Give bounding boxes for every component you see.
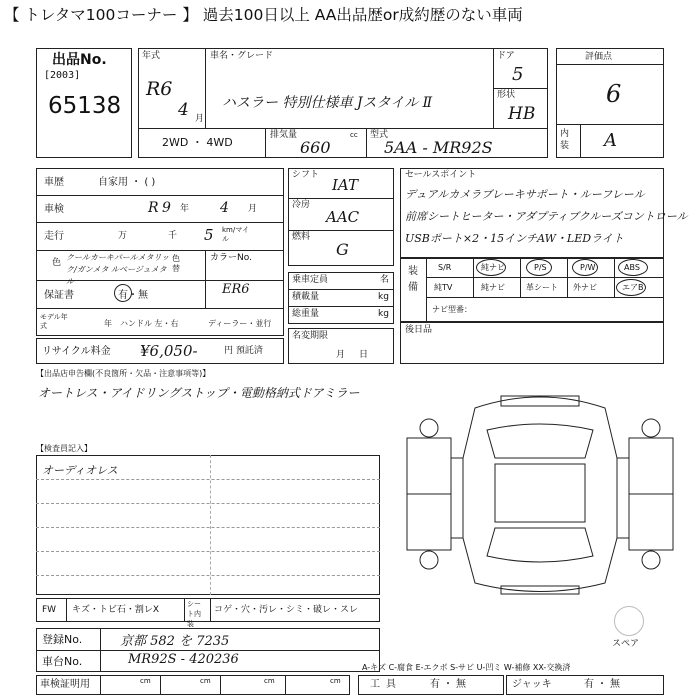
mileage-unit: km/マイル: [222, 226, 250, 243]
model-year-value: R6: [146, 78, 173, 100]
interior-label: 内装: [560, 129, 570, 151]
color-code-label: カラーNo.: [210, 253, 252, 263]
fuel-value: G: [336, 240, 349, 259]
diagram-wheel-rl: [420, 551, 438, 569]
navi-model-label: ナビ型番：: [432, 305, 472, 314]
diagram-wheel-fr: [642, 419, 660, 437]
equip-pw: P/W: [580, 263, 596, 272]
diagram-rear-window: [487, 528, 593, 562]
color-code-value: ER6: [222, 282, 250, 297]
inspection-year: 9: [162, 200, 171, 216]
lot-year-tag: [2003]: [44, 70, 81, 81]
recycle-unit: 円 預託済: [224, 346, 263, 356]
lot-number: 65138: [48, 93, 122, 119]
interior-value: A: [604, 130, 617, 151]
fw-label: FW: [42, 605, 57, 615]
load-label: 積載量: [292, 292, 320, 302]
diagram-wheel-fl: [420, 419, 438, 437]
equip-nav-circle: [476, 259, 506, 276]
evaluation-score: 6: [606, 80, 622, 108]
displacement-label: 排気量: [270, 130, 298, 140]
equip-airbag: エアB: [622, 283, 644, 292]
equip-sr: S/R: [438, 263, 452, 272]
capacity-unit: 名: [380, 275, 390, 285]
model-year-month: 4: [178, 100, 189, 120]
equip-ps: P/S: [534, 263, 547, 272]
shift-label: シフト: [292, 170, 320, 180]
equip-abs: ABS: [624, 263, 640, 272]
shape-label: 形状: [497, 90, 516, 100]
model-code-value: 5AA - MR92S: [384, 138, 493, 157]
tools-label: 工具: [370, 679, 402, 690]
car-name-value: ハスラー 特別仕様車 Jスタイル Ⅱ: [222, 95, 433, 111]
equip-airbag-circle: [616, 279, 646, 296]
chassis-label: 車台No.: [42, 655, 83, 668]
mileage-sen: 千: [168, 231, 178, 241]
cm-4: cm: [330, 677, 341, 685]
cm-2: cm: [200, 677, 211, 685]
doors-value: 5: [512, 64, 524, 85]
spare-tire-circle: [614, 606, 644, 636]
inspection-month: 4: [220, 200, 229, 216]
registration-value: 京都 582 を 7235: [120, 634, 230, 649]
inspection-era: R: [148, 200, 159, 216]
equip-pw-circle: [572, 259, 598, 276]
cm-1: cm: [140, 677, 151, 685]
chassis-value: MR92S - 420236: [128, 652, 239, 667]
seat-label: シート内装: [187, 600, 201, 628]
model-row-handle: ハンドル 左・右: [120, 319, 179, 328]
inspection-label: 車検: [44, 204, 64, 215]
color-value: クールカーキパールメタリック/ガンメタ ルベージュメタル: [66, 253, 170, 286]
equipment-label: 装備: [408, 266, 418, 293]
load-unit: kg: [378, 292, 389, 302]
color-label: 色: [52, 258, 62, 268]
vehicle-cert-label: 車検証明用: [40, 679, 90, 690]
warranty-circle: [114, 284, 132, 302]
name-change-label: 名変期限: [292, 331, 329, 341]
displacement-value: 660: [300, 138, 331, 157]
equip-ps-circle: [526, 259, 552, 276]
post-delivery-label: 後日品: [405, 325, 433, 335]
spare-label: スペア: [612, 639, 640, 649]
jack-value: 有・無: [584, 679, 623, 690]
inspection-month-unit: 月: [248, 204, 258, 214]
cm-3: cm: [264, 677, 275, 685]
drive-text: 2WD ・ 4WD: [162, 136, 233, 149]
lot-label: 出品No.: [52, 52, 107, 68]
recycle-value: ¥6,050-: [140, 342, 198, 360]
equip-abs-circle: [618, 259, 648, 276]
inspection-year-unit: 年: [180, 204, 190, 214]
equip-tv: 純TV: [434, 283, 453, 292]
mileage-man: 万: [118, 231, 128, 241]
warranty-label: 保証書: [44, 290, 74, 301]
ac-label: 冷房: [292, 200, 311, 210]
inspector-text: オーディオレス: [42, 464, 118, 477]
sales-point-line-2: 前席シートヒーター・アダプティブクルーズコントロール: [405, 210, 688, 223]
name-change-unit: 月日: [336, 350, 383, 360]
car-name-label: 車名・グレード: [210, 51, 274, 61]
model-row-year: 年: [104, 319, 112, 328]
sales-point-line-1: デュアルカメラブレーキサポート・ルーフレール: [405, 188, 645, 201]
model-row-dealer: ディーラー・並行: [208, 319, 272, 328]
equip-ext-nav: 外ナビ: [573, 283, 597, 292]
diagram-wheel-rr: [642, 551, 660, 569]
history-label: 車歴: [44, 177, 64, 188]
displacement-unit: cc: [350, 131, 358, 139]
sales-points-label: セールスポイント: [405, 170, 477, 180]
doors-label: ドア: [497, 51, 515, 61]
shape-value: HB: [508, 104, 536, 124]
header-title: 【 トレタマ100コーナー 】 過去100日以上 AA出品歴or成約歴のない車両: [4, 6, 523, 24]
fuel-label: 燃料: [292, 232, 311, 242]
capacity-label: 乗車定員: [292, 275, 329, 285]
fw-text: キズ・トビ石・割レX: [72, 605, 159, 615]
jack-label: ジャッキ: [512, 679, 552, 690]
warranty-value: 有・無: [118, 290, 148, 301]
tools-value: 有・無: [430, 679, 469, 690]
model-code-label: 型式: [370, 130, 389, 140]
equip-nav: 純ナビ: [481, 263, 505, 272]
model-year-label: 年式: [142, 51, 161, 61]
weight-unit: kg: [378, 309, 389, 319]
recycle-label: リサイクル料金: [42, 346, 111, 357]
shift-value: IAT: [332, 176, 358, 194]
inspector-label: 【検査員記入】: [36, 444, 92, 453]
legend-text: A-キズ C-腐食 E-エクボ S-サビ U-凹ミ W-補修 XX-交換済: [362, 663, 571, 672]
color-side-label: 色替: [172, 254, 180, 273]
weight-label: 総重量: [292, 309, 320, 319]
diagram-roof: [495, 464, 585, 522]
evaluation-label: 評価点: [585, 52, 613, 62]
equip-leather: 革シート: [526, 283, 558, 292]
car-diagram: [395, 388, 685, 598]
registration-label: 登録No.: [42, 633, 83, 646]
post-delivery-box: [400, 322, 664, 364]
declaration-text: オートレス・アイドリングストップ・電動格納式ドアミラー: [38, 386, 360, 400]
model-year-month-unit: 月: [195, 114, 205, 124]
declaration-label: 【出品店申告欄(不良箇所・欠品・注意事項等)】: [36, 369, 211, 378]
sales-point-line-3: USBポート×2・15インチAW・LEDライト: [405, 232, 624, 245]
history-value: 自家用 ・ ( ): [98, 177, 156, 188]
model-row-label: モデル年式: [40, 313, 68, 330]
mileage-label: 走行: [44, 231, 64, 242]
ac-value: AAC: [326, 208, 360, 226]
diagram-windshield: [487, 424, 593, 458]
equip-nav2: 純ナビ: [481, 283, 505, 292]
seat-text: コゲ・穴・汚レ・シミ・破レ・スレ: [214, 605, 359, 615]
mileage-value: 5: [204, 226, 214, 244]
